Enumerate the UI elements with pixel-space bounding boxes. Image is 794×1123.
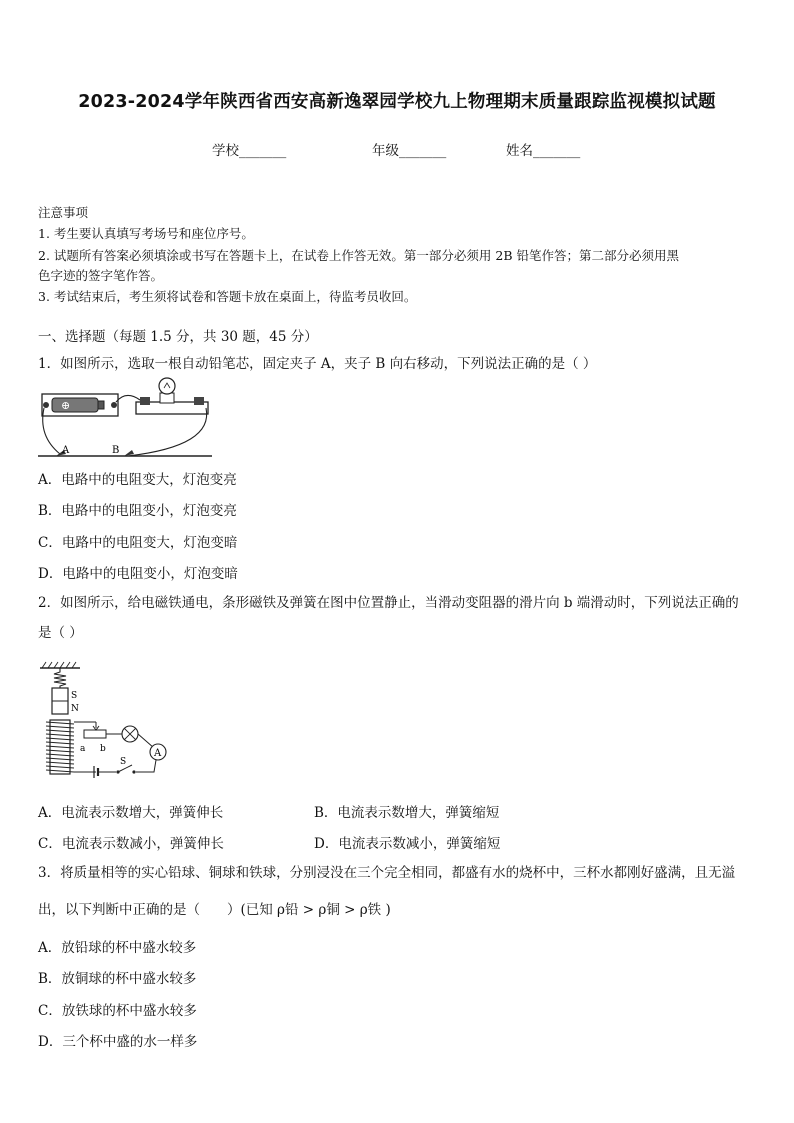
magnet-s-label: S xyxy=(71,691,78,701)
q1-option-c: C．电路中的电阻变大，灯泡变暗 xyxy=(38,535,238,551)
page-title: 2023-2024学年陕西省西安高新逸翠园学校九上物理期末质量跟踪监视模拟试题 xyxy=(78,92,716,112)
q2-option-b: B．电流表示数增大，弹簧缩短 xyxy=(314,805,500,821)
battery-icon xyxy=(52,398,98,412)
question-1-stem: 1．如图所示，选取一根自动铅笔芯，固定夹子 A，夹子 B 向右移动，下列说法正确的是（ ） xyxy=(38,356,597,372)
q2-option-a: A．电流表示数增大，弹簧伸长 xyxy=(38,805,224,821)
question-3-stem-cont: 出，以下判断中正确的是（ ）(已知 ρ铅 > ρ铜 > ρ铁 ) xyxy=(38,902,391,918)
note-item: 3. 考试结束后，考生须将试卷和答题卡放在桌面上，待监考员收回。 xyxy=(38,289,417,304)
q3-option-d: D．三个杯中盛的水一样多 xyxy=(38,1034,198,1050)
q1-option-b: B．电路中的电阻变小，灯泡变亮 xyxy=(38,503,237,519)
magnet-n-label: N xyxy=(71,704,79,714)
school-field: 学校_______ xyxy=(212,143,287,159)
notes-heading: 注意事项 xyxy=(38,205,89,220)
q3-option-b: B．放铜球的杯中盛水较多 xyxy=(38,971,197,987)
question-2-stem-cont: 是（ ） xyxy=(38,625,83,641)
q3-option-a: A．放铅球的杯中盛水较多 xyxy=(38,940,197,956)
q1-option-a: A．电路中的电阻变大，灯泡变亮 xyxy=(38,472,237,488)
question-3-stem: 3．将质量相等的实心铅球、铜球和铁球，分别浸没在三个完全相同，都盛有水的烧杯中，三杯水都刚好盛满，且无溢 xyxy=(38,865,736,881)
q1-option-d: D．电路中的电阻变小，灯泡变暗 xyxy=(38,566,238,582)
clip-a-label: A xyxy=(62,445,70,456)
q2-option-c: C．电流表示数减小，弹簧伸长 xyxy=(38,836,224,852)
q2-electromagnet-figure xyxy=(36,660,176,780)
bulb-icon xyxy=(159,378,175,394)
q2-option-d: D．电流表示数减小，弹簧缩短 xyxy=(314,836,501,852)
section-heading: 一、选择题（每题 1.5 分，共 30 题，45 分） xyxy=(38,329,318,345)
note-item: 色字迹的签字笔作答。 xyxy=(38,268,164,283)
note-item: 2. 试题所有答案必须填涂或书写在答题卡上，在试卷上作答无效。第一部分必须用 2B 铅笔作答；第二部分必须用黑 xyxy=(38,248,679,263)
rheostat-a-label: a xyxy=(80,744,86,754)
ammeter-label: A xyxy=(154,748,162,759)
q1-circuit-figure xyxy=(36,376,216,460)
question-2-stem: 2．如图所示，给电磁铁通电，条形磁铁及弹簧在图中位置静止，当滑动变阻器的滑片向 b 端滑动时，下列说法正确的 xyxy=(38,595,739,611)
battery-plus-label: ⊕ xyxy=(61,399,71,412)
q3-option-c: C．放铁球的杯中盛水较多 xyxy=(38,1003,197,1019)
rheostat-icon xyxy=(84,730,106,738)
grade-field: 年级_______ xyxy=(372,143,447,159)
clip-b-label: B xyxy=(112,445,120,456)
spring-icon xyxy=(54,668,66,688)
note-item: 1. 考生要认真填写考场号和座位序号。 xyxy=(38,226,254,241)
rheostat-b-label: b xyxy=(100,744,106,754)
switch-label: S xyxy=(120,757,127,767)
name-field: 姓名_______ xyxy=(506,143,581,159)
